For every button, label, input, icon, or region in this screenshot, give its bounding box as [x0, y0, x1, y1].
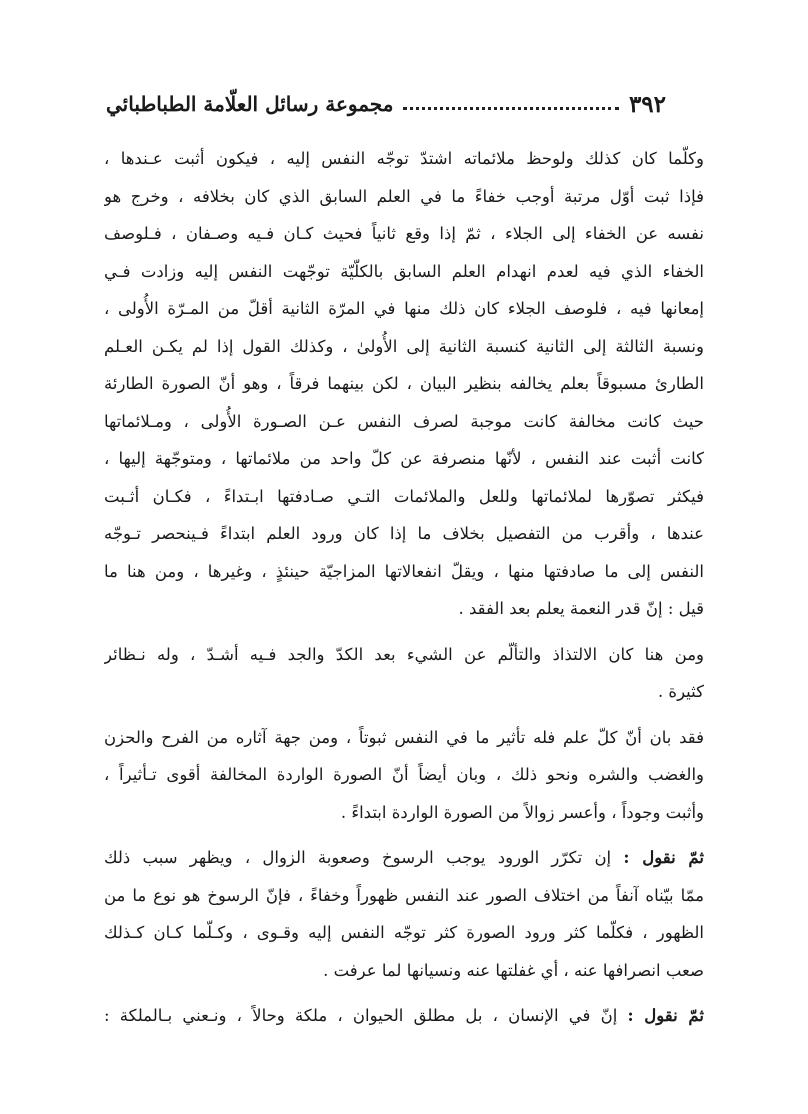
page-header — [106, 86, 666, 122]
page-body — [104, 140, 704, 1035]
paragraph — [104, 140, 704, 628]
text-line: فقد بان أنّ كلّ علم فله تأثير ما في النفس ثبوتاً ، ومن جهة آثاره من الفرح والحزن — [104, 727, 704, 747]
paragraph — [104, 719, 704, 832]
text-line: الطارئ مسبوقاً بعلم يخالفه بنظير البيان ، لكن بينهما فرقاً ، وهو أنّ الصورة الطارئة — [104, 374, 704, 393]
text-line: وكلّما كان كذلك ولوحظ ملائماته اشتدّ توجّه النفس إليه ، فيكون أثبت عـندها ، — [104, 149, 704, 168]
paragraph — [104, 839, 704, 989]
text-line: نفسه عن الخفاء إلى الجلاء ، ثمّ إذا وقع ثانياً فحيث كـان فـيه وصـفان ، فـلوصف — [104, 224, 704, 243]
text-line: ممّا بيّناه آنفاً من اختلاف الصور عند النفس ظهوراً وخفاءً ، فإنّ الرسوخ هو نوع ما من — [104, 885, 704, 905]
text-line: قيل : إنّ قدر النعمة يعلم بعد الفقد . — [458, 599, 704, 618]
text-line: صعب انصرافها عنه ، أي غفلتها عنه ونسيانها لما عرفت . — [323, 960, 704, 980]
text-line: حيث كانت مخالفة كانت موجبة لصرف النفس عـن الصـورة الأُولى ، ومـلائماتها — [104, 411, 704, 431]
text-line: الخفاء الذي فيه لعدم انهدام العلم السابق بالكلّيّة توجّهت النفس إليه وزادت فـي — [104, 261, 704, 281]
text-line: ومن هنا كان الالتذاذ والتألّم عن الشيء بعد الكدّ والجد فـيه أشـدّ ، وله نـظائر — [104, 644, 704, 664]
text-line: وأثبت وجوداً ، وأعسر زوالاً من الصورة الواردة ابتداءً . — [340, 802, 704, 822]
text-line: النفس إلى ما صادفتها منها ، ويقلّ انفعالاتها المزاجيّة حينئذٍ ، وغيرها ، ومن هنا ما — [104, 561, 704, 581]
text-line: الظهور ، فكلّما كثر ورود الصورة كثر توجّه النفس إليه وقـوى ، وكـلّما كـان كـذلك — [104, 923, 704, 942]
lead-phrase: ثمّ نقول : — [627, 1006, 704, 1025]
text-line: فإذا ثبت أوّل مرتبة أوجب خفاءً ما في العلم السابق الذي كان بخلافه ، وخرج هو — [104, 186, 704, 206]
text-line: عندها ، وأقرب من التفصيل بخلاف ما إذا كان ورود العلم ابتداءً فـينحصر تـوجّه — [104, 524, 704, 543]
text-line: ونسبة الثالثة إلى الثانية كنسبة الثانية إلى الأُولىٰ ، وكذلك القول إذا لم يكـن العـلم — [104, 336, 704, 356]
text-line: كانت أثبت عند النفس ، لأنّها منصرفة عن كلّ واحد من ملائماتها ، ومتوجّهة إليها ، — [104, 449, 704, 468]
running-title: مجموعة رسائل العلّامة الطباطبائي — [106, 92, 394, 116]
text-line: والغضب والشره ونحو ذلك ، وبان أيضاً أنّ الصورة الواردة المخالفة أقوى تـأثيراً ، — [104, 765, 704, 784]
line-rest: إنّ في الإنسان ، بل مطلق الحيوان ، ملكة وحالاً ، ونـعني بـالملكة : — [104, 1006, 618, 1025]
dotted-leader — [403, 107, 619, 110]
paragraph — [104, 636, 704, 711]
text-line: كثيرة . — [657, 682, 704, 701]
text-line — [104, 839, 704, 877]
text-line: إمعانها فيه ، فلوصف الجلاء كان ذلك منها في المرّة الثانية أقلّ من المـرّة الأُولى ، — [104, 299, 704, 318]
text-line: فيكثر تصوّرها لملائماتها وللعل والملائمات التـي صـادفتها ابـتداءً ، فكـان أثـبت — [104, 486, 704, 506]
text-line — [104, 997, 704, 1035]
page-number: ٣٩٢ — [628, 90, 666, 118]
lead-phrase: ثمّ نقول : — [623, 848, 704, 867]
paragraph — [104, 997, 704, 1035]
line-rest: إن تكرّر الورود يوجب الرسوخ وصعوبة الزوال ، ويظهر سبب ذلك — [104, 848, 612, 867]
